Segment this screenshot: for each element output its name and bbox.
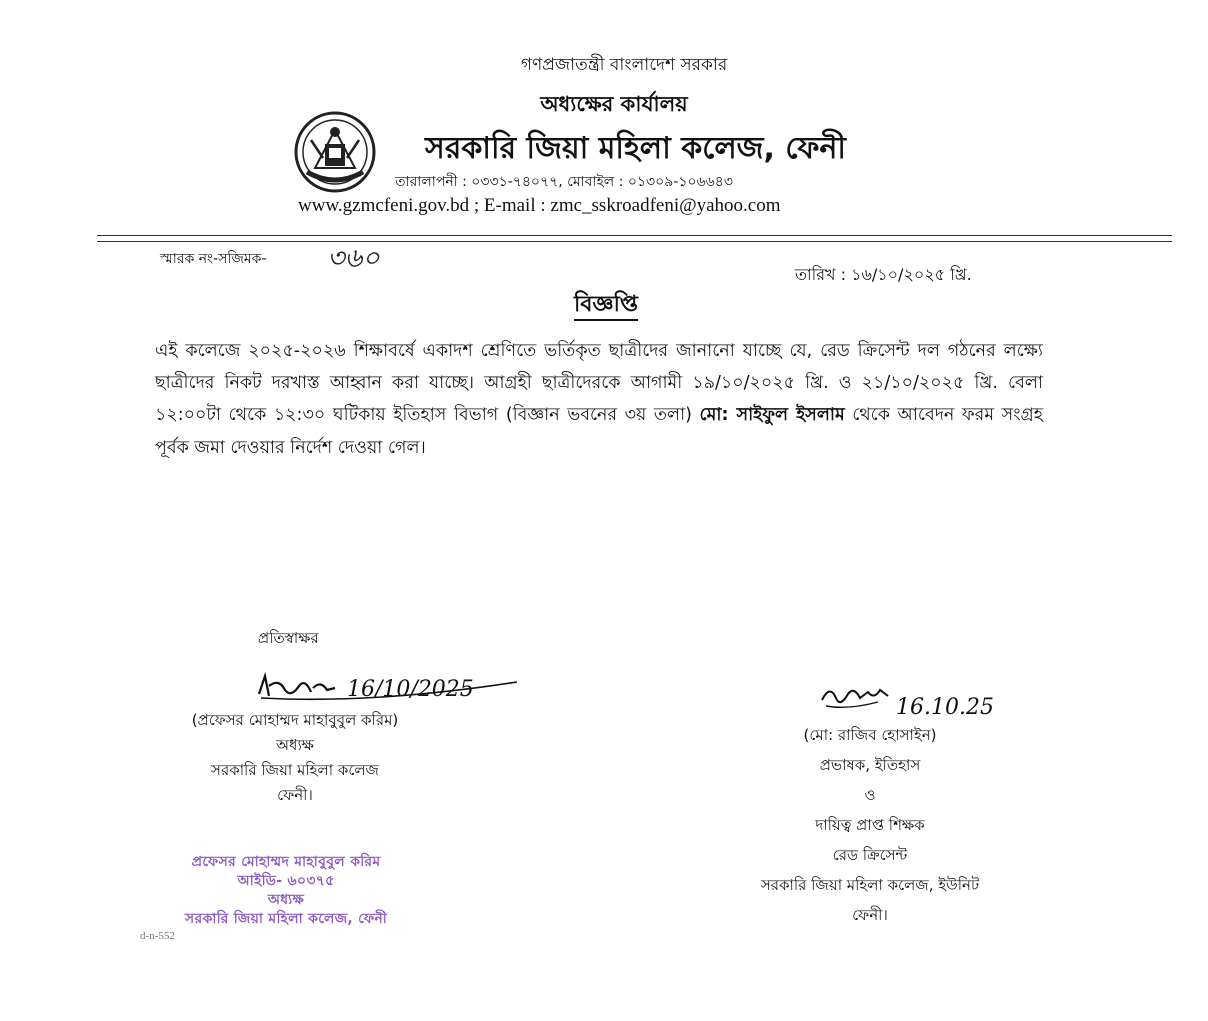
teacher-signature-date: 16.10.25 <box>896 695 994 720</box>
teacher-signatory-block <box>700 720 1040 930</box>
principal-org: সরকারি জিয়া মহিলা কলেজ <box>211 761 379 779</box>
government-title: গণপ্রজাতন্ত্রী বাংলাদেশ সরকার <box>520 55 728 75</box>
header-divider <box>97 235 1172 236</box>
stamp-line4: সরকারি জিয়া মহিলা কলেজ, ফেনী <box>184 911 388 927</box>
header-divider-second <box>97 241 1172 242</box>
notice-date: তারিখ : ১৬/১০/২০২৫ খ্রি. <box>795 265 972 284</box>
stamp-line2: আইডি- ৬০৩৭৫ <box>237 873 335 889</box>
countersign-label: প্রতিস্বাক্ষর <box>258 629 319 647</box>
teacher-org: সরকারি জিয়া মহিলা কলেজ, ইউনিট <box>760 876 980 894</box>
memo-label: স্মারক নং-সজিমক- <box>160 251 267 267</box>
principal-signatory-block <box>140 708 450 808</box>
office-title: অধ্যক্ষের কার্যালয় <box>540 92 688 116</box>
notice-title-text: বিজ্ঞপ্তি <box>574 292 638 321</box>
teacher-signature <box>818 678 1018 723</box>
memo-number: ৩৬০ <box>327 243 380 274</box>
teacher-unit: রেড ক্রিসেন্ট <box>832 846 908 864</box>
notice-body <box>155 335 1043 464</box>
teacher-designation: প্রভাষক, ইতিহাস <box>819 756 921 774</box>
notice-title <box>0 287 1208 324</box>
principal-name: (প্রফেসর মোহাম্মদ মাহাবুবুল করিম) <box>191 711 399 729</box>
website-email: www.gzmcfeni.gov.bd ; E-mail : zmc_sskroadfeni@yahoo.com <box>298 195 781 216</box>
stamp-reference: d-n-552 <box>140 930 175 942</box>
principal-signature-date: 16/10/2025 <box>347 677 474 702</box>
college-name: সরকারি জিয়া মহিলা কলেজ, ফেনী <box>425 131 846 166</box>
official-seal-stamp <box>146 853 426 929</box>
teacher-role: দায়িত্ব প্রাপ্ত শিক্ষক <box>815 816 925 834</box>
college-logo-icon <box>293 110 377 194</box>
principal-designation: অধ্যক্ষ <box>276 736 314 754</box>
principal-signature <box>255 668 525 708</box>
notice-body-part2: থেকে আবেদন ফরম সংগ্রহ পূর্বক জমা দেওয়ার নির্দেশ দেওয়া গেল। <box>155 405 1043 458</box>
stamp-line3: অধ্যক্ষ <box>267 892 305 908</box>
principal-place: ফেনী। <box>277 786 313 804</box>
teacher-place: ফেনী। <box>852 906 888 924</box>
notice-body-part1: এই কলেজে ২০২৫-২০২৬ শিক্ষাবর্ষে একাদশ শ্রেণিতে ভর্তিকৃত ছাত্রীদের জানানো যাচ্ছে যে, রেড ক্রিসেন্ট দল গঠনের লক্ষ্যে ছাত্রীদের নিকট দরখাস্ত আহ্বান করা যাচ্ছে। আগ্রহী ছাত্রীদেরকে আগামী ১৯/১০/২০২৫ খ্রি. ও ২১/১০/২০২৫ খ্রি. বেলা ১২:০০টা থেকে ১২:৩০ ঘটিকায় ইতিহাস বিভাগ (বিজ্ঞান ভবনের ৩য় তলা) <box>155 341 1043 426</box>
contact-numbers: তারালাপনী : ০৩৩১-৭৪০৭৭, মোবাইল : ০১৩০৯-১০৬৬৪৩ <box>395 174 733 190</box>
teacher-name: (মো: রাজিব হোসাইন) <box>803 726 937 744</box>
stamp-line1: প্রফেসর মোহাম্মদ মাহাবুবুল করিম <box>191 854 381 870</box>
notice-body-contact-person: মো: সাইফুল ইসলাম <box>699 405 845 426</box>
teacher-conjunction: ও <box>864 786 876 804</box>
